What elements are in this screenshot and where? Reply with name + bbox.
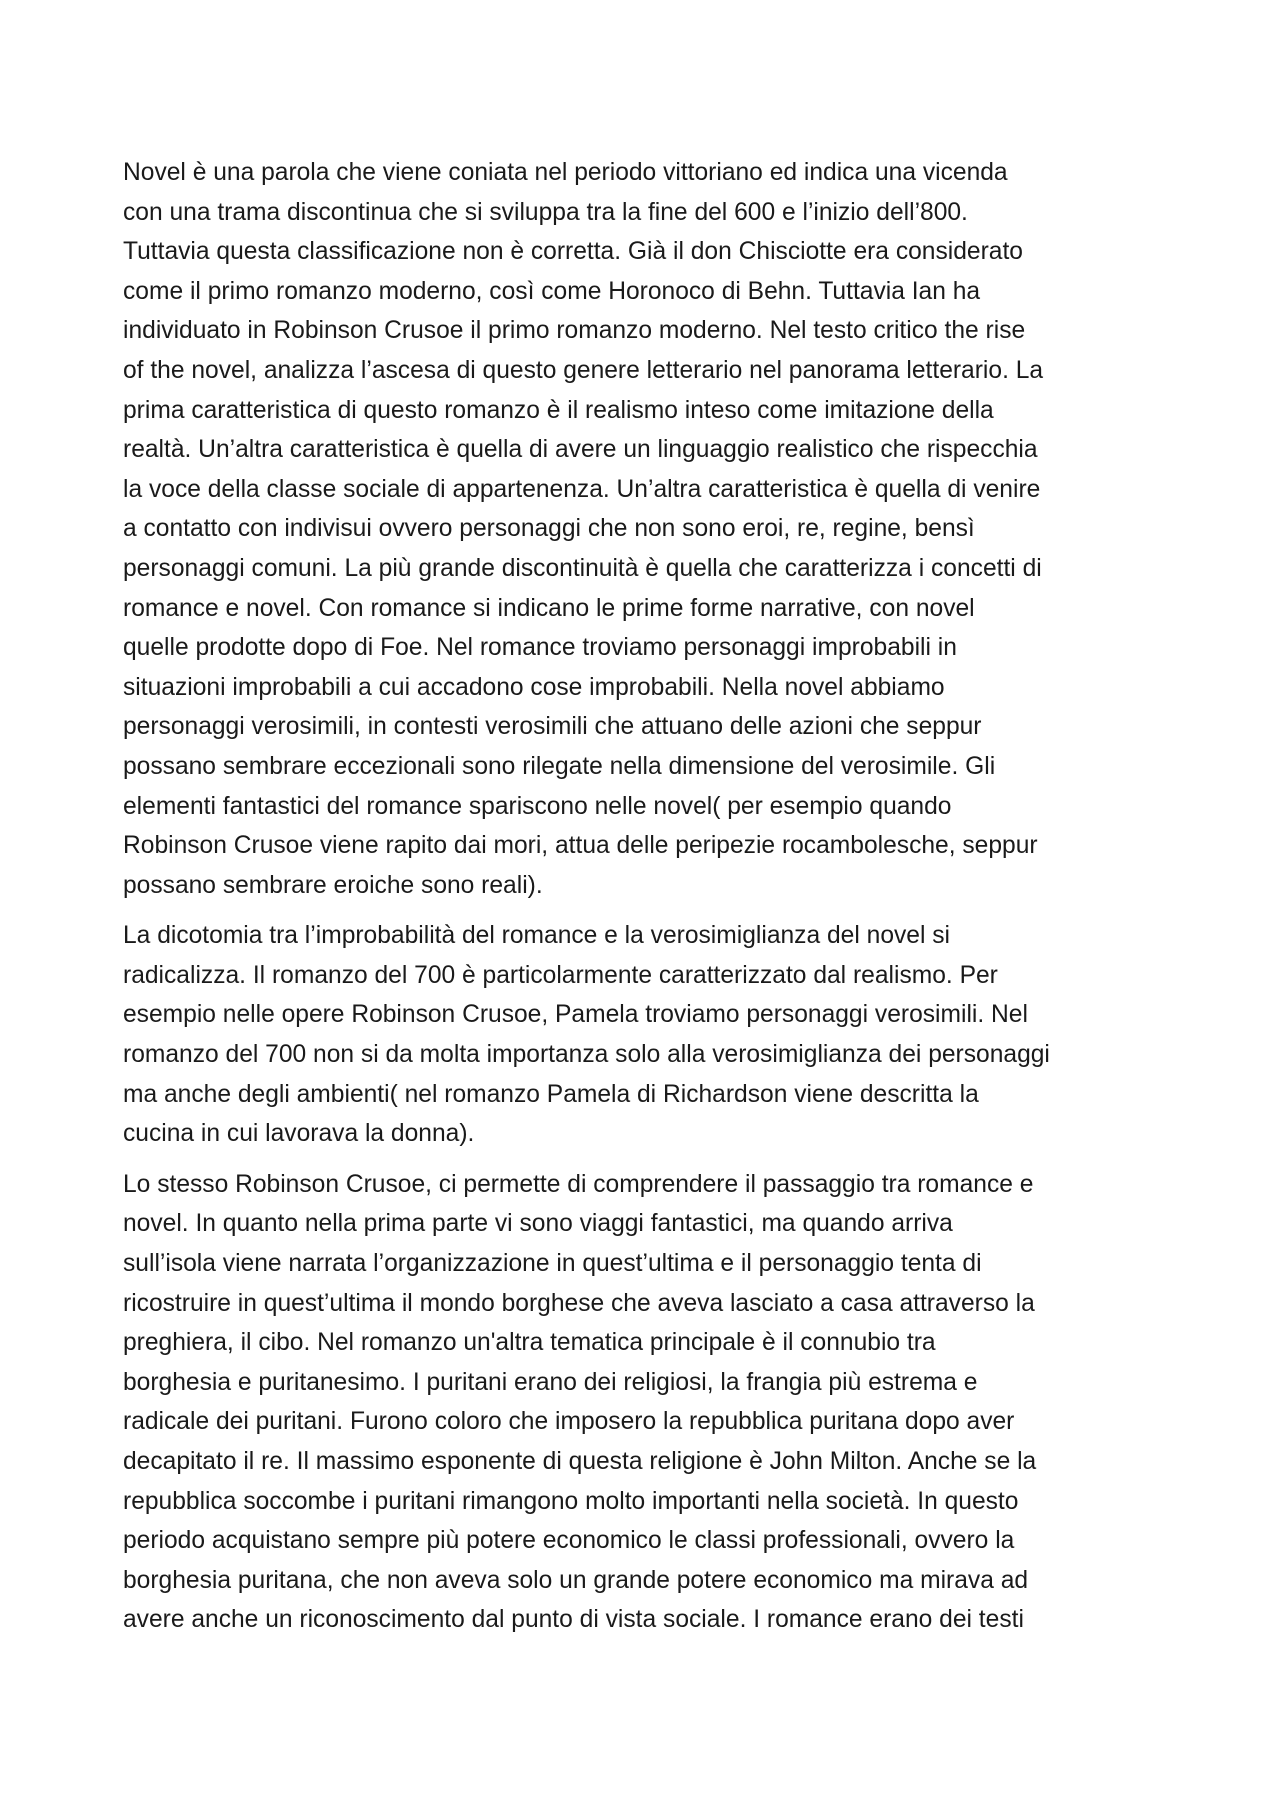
text-line: ma anche degli ambienti( nel romanzo Pamela di Richardson viene descritta la — [123, 1080, 979, 1108]
text-line: elementi fantastici del romance spariscono nelle novel( per esempio quando — [123, 792, 952, 820]
text-line: repubblica soccombe i puritani rimangono molto importanti nella società. In questo — [123, 1487, 1019, 1515]
text-line: Tuttavia questa classificazione non è corretta. Già il don Chisciotte era considerato — [123, 238, 1023, 266]
text-line: radicale dei puritani. Furono coloro che imposero la repubblica puritana dopo aver — [123, 1408, 1015, 1436]
paragraph-3 — [123, 1165, 1183, 1640]
text-line: prima caratteristica di questo romanzo è il realismo inteso come imitazione della — [123, 396, 994, 424]
text-line: ricostruire in quest’ultima il mondo borghese che aveva lasciato a casa attraverso la — [123, 1289, 1035, 1317]
text-line: novel. In quanto nella prima parte vi sono viaggi fantastici, ma quando arriva — [123, 1210, 953, 1238]
text-line: la voce della classe sociale di appartenenza. Un’altra caratteristica è quella di venire — [123, 475, 1041, 503]
paragraph-2 — [123, 916, 1183, 1154]
text-line: personaggi verosimili, in contesti verosimili che attuano delle azioni che seppur — [123, 713, 982, 741]
text-line: borghesia e puritanesimo. I puritani erano dei religiosi, la frangia più estrema e — [123, 1368, 978, 1396]
text-line: radicalizza. Il romanzo del 700 è particolarmente caratterizzato dal realismo. Per — [123, 961, 998, 989]
text-line: Lo stesso Robinson Crusoe, ci permette di comprendere il passaggio tra romance e — [123, 1170, 1034, 1198]
text-line: esempio nelle opere Robinson Crusoe, Pamela troviamo personaggi verosimili. Nel — [123, 1001, 1028, 1029]
text-line: possano sembrare eroiche sono reali). — [123, 871, 543, 899]
text-line: come il primo romanzo moderno, così come Horonoco di Behn. Tuttavia Ian ha — [123, 277, 981, 305]
text-line: Novel è una parola che viene coniata nel periodo vittoriano ed indica una vicenda — [123, 159, 1008, 186]
text-line: con una trama discontinua che si sviluppa tra la fine del 600 e l’inizio dell’800. — [123, 198, 968, 226]
text-line: borghesia puritana, che non aveva solo un grande potere economico ma mirava ad — [123, 1566, 1029, 1594]
text-line: realtà. Un’altra caratteristica è quella di avere un linguaggio realistico che rispecchia — [123, 436, 1038, 464]
text-line: sull’isola viene narrata l’organizzazione in quest’ultima e il personaggio tenta di — [123, 1250, 982, 1278]
text-line: decapitato il re. Il massimo esponente di questa religione è John Milton. Anche se la — [123, 1448, 1037, 1475]
document-body — [123, 153, 1183, 1640]
text-line: a contatto con indivisui ovvero personaggi che non sono eroi, re, regine, bensì — [123, 515, 975, 543]
text-line: La dicotomia tra l’improbabilità del romance e la verosimiglianza del novel si — [123, 922, 951, 950]
text-line: cucina in cui lavorava la donna). — [123, 1120, 475, 1148]
paragraph-1 — [123, 153, 1183, 905]
text-line: romanzo del 700 non si da molta importanza solo alla verosimiglianza dei personaggi — [123, 1041, 1050, 1069]
text-line: personaggi comuni. La più grande discontinuità è quella che caratterizza i concetti di — [123, 554, 1042, 582]
text-line: situazioni improbabili a cui accadono cose improbabili. Nella novel abbiamo — [123, 673, 945, 701]
text-line: preghiera, il cibo. Nel romanzo un'altra tematica principale è il connubio tra — [123, 1329, 936, 1357]
text-line: avere anche un riconoscimento dal punto di vista sociale. I romance erano dei testi — [123, 1606, 1024, 1634]
text-line: Robinson Crusoe viene rapito dai mori, attua delle peripezie rocambolesche, seppur — [123, 832, 1038, 860]
text-line: of the novel, analizza l’ascesa di questo genere letterario nel panorama letterario. La — [123, 356, 1044, 384]
text-line: individuato in Robinson Crusoe il primo romanzo moderno. Nel testo critico the rise — [123, 317, 1026, 345]
text-line: periodo acquistano sempre più potere economico le classi professionali, ovvero la — [123, 1527, 1015, 1555]
text-line: quelle prodotte dopo di Foe. Nel romance troviamo personaggi improbabili in — [123, 634, 957, 662]
text-line: romance e novel. Con romance si indicano le prime forme narrative, con novel — [123, 594, 975, 622]
text-line: possano sembrare eccezionali sono rilegate nella dimensione del verosimile. Gli — [123, 752, 996, 780]
